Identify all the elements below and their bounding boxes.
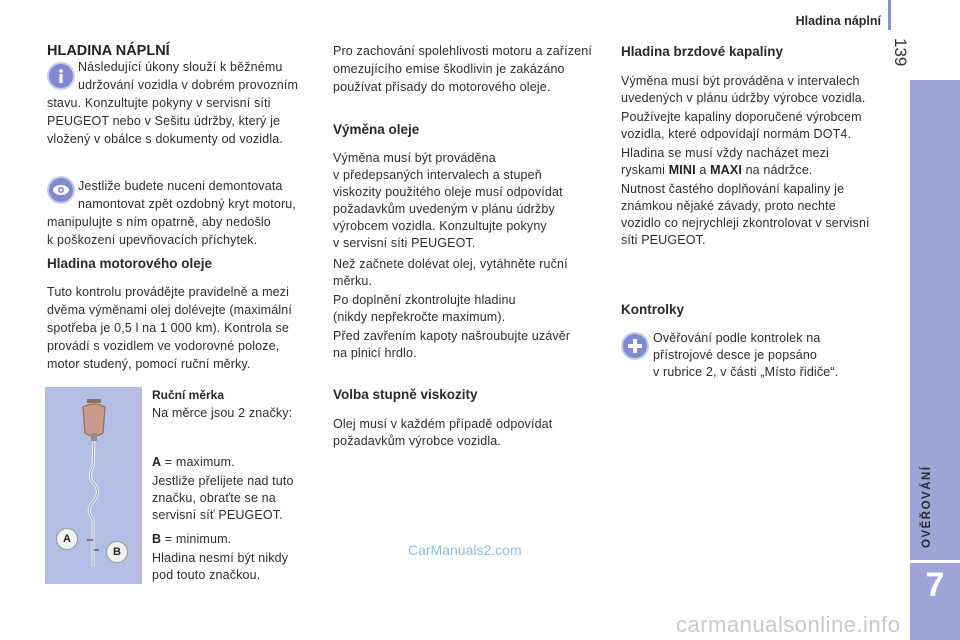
mark-a-text: = maximum. [161, 455, 235, 469]
mini-mark: MINI [668, 163, 696, 177]
chapter-side-tab [910, 80, 960, 560]
brake-line: vozidlo co nejrychleji zkontrolovat v servisní [621, 216, 870, 230]
info-line: stavu. Konzultujte pokyny v servisní síti [47, 96, 271, 110]
oil-change-line: požadavkům uvedeným v plánu údržby [333, 202, 555, 216]
info-icon [47, 62, 75, 90]
dipstick-heading: Ruční měrka [152, 388, 225, 402]
brake-text: na nádržce. [741, 163, 813, 177]
mark-a-note: Jestliže přelijete nad tuto [152, 474, 294, 488]
viscosity-heading: Volba stupně viskozity [333, 387, 478, 402]
warning-line: namontovat zpět ozdobný kryt motoru, [78, 197, 297, 211]
mark-a-note: servisní síť PEUGEOT. [152, 508, 283, 522]
drain-line: měrku. [333, 274, 373, 288]
fill-line: (nikdy nepřekročte maximum). [333, 310, 506, 324]
engine-oil-line: dvěma výměnami olej dolévejte (maximální [47, 303, 292, 317]
mark-b-letter: B [152, 532, 162, 546]
page-number: 139 [891, 38, 910, 67]
warning-lights-line: přístrojové desce je popsáno [653, 348, 818, 362]
oil-change-line: v servisní síti PEUGEOT. [333, 236, 476, 250]
warning-line: Jestliže budete nuceni demontovata [78, 179, 283, 193]
oil-change-heading: Výměna oleje [333, 122, 420, 137]
viscosity-line: Olej musí v každém případě odpovídat [333, 417, 553, 431]
brake-fluid-heading: Hladina brzdové kapaliny [621, 44, 784, 59]
viscosity-line: požadavkům výrobce vozidla. [333, 434, 502, 448]
engine-oil-line: spotřeba je 0,5 l na 1 000 km). Kontrola se [47, 321, 290, 335]
brake-text: ryskami [621, 163, 669, 177]
brake-line: Hladina se musí vždy nacházet mezi [621, 146, 829, 160]
brake-mini-maxi-line [621, 162, 813, 180]
maxi-mark: MAXI [710, 163, 742, 177]
header-divider [888, 0, 891, 30]
chapter-tab-label: OVĚŘOVÁNÍ [921, 465, 933, 548]
mark-b-text: = minimum. [161, 532, 232, 546]
carmanuals-watermark: CarManuals2.com [408, 542, 522, 558]
info-line: PEUGEOT nebo v Sešitu údržby, který je [47, 114, 281, 128]
info-line: udržování vozidla v dobrém provozním [78, 78, 299, 92]
engine-oil-line: Tuto kontrolu provádějte pravidelně a mezi [47, 285, 290, 299]
intro-line: používat přísady do motorového oleje. [333, 80, 551, 94]
intro-line: omezujícího emise škodlivin je zakázáno [333, 62, 565, 76]
engine-oil-line: provádí s vozidlem ve vodorovné poloze, [47, 339, 280, 353]
oil-change-line: Výměna musí být prováděna [333, 151, 496, 165]
mark-a-letter: A [152, 455, 162, 469]
close-line: Před zavřením kapoty našroubujte uzávěr [333, 329, 571, 343]
brake-line: známkou nějaké závady, proto nechte [621, 199, 836, 213]
oil-change-line: v předepsaných intervalech a stupeň [333, 168, 542, 182]
brake-text: a [695, 163, 711, 177]
brake-line: Nutnost častého doplňování kapaliny je [621, 182, 845, 196]
carmanualsonline-watermark: carmanualsonline.info [676, 612, 901, 637]
chapter-number: 7 [925, 566, 945, 604]
engine-oil-heading: Hladina motorového oleje [47, 256, 213, 271]
warning-line: manipulujte s ním opatrně, aby nedošlo [47, 215, 271, 229]
dipstick-label-b: B [106, 541, 128, 563]
warning-line: k poškození upevňovacích příchytek. [47, 233, 258, 247]
dipstick-label-a: A [56, 528, 78, 550]
brake-line: uvedených v plánu údržby výrobce vozidla. [621, 91, 866, 105]
info-line: vložený v obálce s dokumenty od vozidla. [47, 132, 283, 146]
header-title: Hladina náplní [795, 14, 881, 28]
info-text-first-line: Následující úkony slouží k běžnému [78, 60, 283, 74]
brake-line: síti PEUGEOT. [621, 233, 706, 247]
brake-line: Používejte kapaliny doporučené výrobcem [621, 110, 862, 124]
brake-line: vozidla, které odpovídají normám DOT4. [621, 127, 852, 141]
plus-icon [621, 332, 649, 360]
brake-line: Výměna musí být prováděna v intervalech [621, 74, 860, 88]
mark-a-note: značku, obraťte se na [152, 491, 276, 505]
warning-lights-heading: Kontrolky [621, 302, 685, 317]
warning-lights-line: v rubrice 2, v části „Místo řidiče“. [653, 365, 839, 379]
dipstick-intro: Na měrce jsou 2 značky: [152, 406, 293, 420]
warning-lights-line: Ověřování podle kontrolek na [653, 331, 821, 345]
mark-a-line [152, 454, 235, 472]
mark-b-note: pod touto značkou. [152, 568, 261, 582]
mark-b-line [152, 531, 231, 549]
oil-change-line: viskozity použitého oleje musí odpovídat [333, 185, 563, 199]
section-title: HLADINA NÁPLNÍ [47, 43, 170, 59]
fill-line: Po doplnění zkontrolujte hladinu [333, 293, 516, 307]
close-line: na plnicí hrdlo. [333, 346, 417, 360]
oil-change-line: výrobcem vozidla. Konzultujte pokyny [333, 219, 547, 233]
mark-b-note: Hladina nesmí být nikdy [152, 551, 289, 565]
drain-line: Než začnete dolévat olej, vytáhněte ruční [333, 257, 568, 271]
intro-line: Pro zachování spolehlivosti motoru a zařízení [333, 44, 592, 58]
engine-oil-line: motor studený, pomocí ruční měrky. [47, 357, 251, 371]
eye-icon [47, 176, 75, 204]
